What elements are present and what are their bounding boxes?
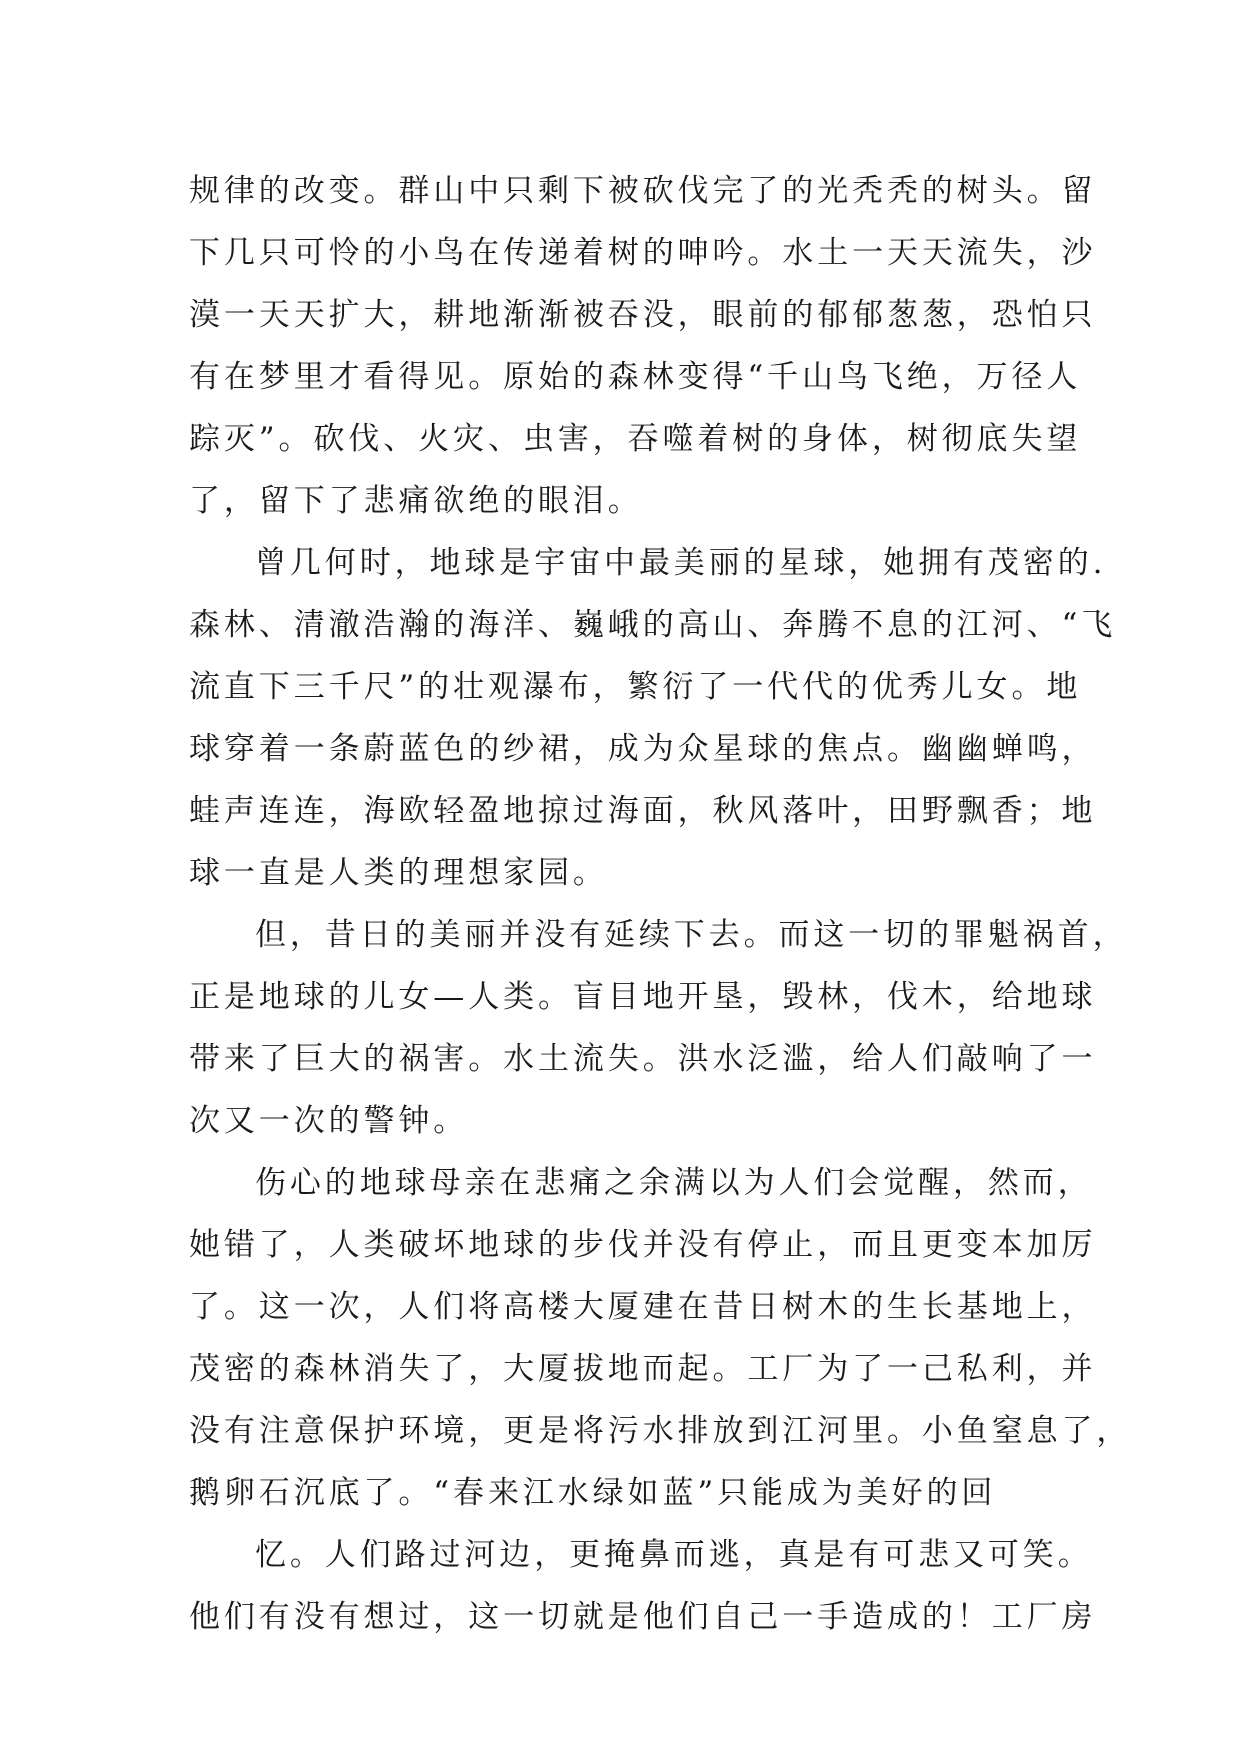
text-line: 了。这一次，人们将高楼大厦建在昔日树木的生长基地上，	[189, 1289, 1097, 1325]
paragraph-first-line: 忆。人们路过河边，更掩鼻而逃，真是有可悲又可笑。	[255, 1537, 1093, 1573]
text-line: 她错了，人类破坏地球的步伐并没有停止，而且更变本加厉	[189, 1227, 1097, 1263]
body-text	[189, 160, 1132, 1648]
paragraph-first-line: 曾几何时，地球是宇宙中最美丽的星球，她拥有茂密的.	[255, 545, 1107, 581]
text-line: 蛙声连连，海欧轻盈地掠过海面，秋风落叶，田野飘香；地	[189, 793, 1097, 829]
text-line: 茂密的森林消失了，大厦拔地而起。工厂为了一己私利，并	[189, 1351, 1097, 1387]
text-line: 他们有没有想过，这一切就是他们自己一手造成的！工厂房	[189, 1599, 1097, 1635]
text-line: 流直下三千尺”的壮观瀑布，繁衍了一代代的优秀儿女。地	[189, 669, 1082, 705]
text-line: 了，留下了悲痛欲绝的眼泪。	[189, 483, 643, 519]
paragraph-first-line: 伤心的地球母亲在悲痛之余满以为人们会觉醒，然而，	[255, 1165, 1093, 1201]
text-line: 带来了巨大的祸害。水土流失。洪水泛滥，给人们敲响了一	[189, 1041, 1097, 1077]
text-line: 没有注意保护环境，更是将污水排放到江河里。小鱼窒息了，	[189, 1413, 1132, 1449]
text-line: 规律的改变。群山中只剩下被砍伐完了的光秃秃的树头。留	[189, 173, 1097, 209]
text-line: 下几只可怜的小鸟在传递着树的呻吟。水土一天天流失，沙	[189, 235, 1097, 271]
text-line: 漠一天天扩大，耕地渐渐被吞没，眼前的郁郁葱葱，恐怕只	[189, 297, 1097, 333]
text-line: 有在梦里才看得见。原始的森林变得“千山鸟飞绝，万径人	[189, 359, 1082, 395]
text-line: 球一直是人类的理想家园。	[189, 855, 608, 891]
text-line: 次又一次的警钟。	[189, 1103, 469, 1139]
text-line: 鹅卵石沉底了。“春来江水绿如蓝”只能成为美好的回	[189, 1475, 997, 1511]
text-line: 球穿着一条蔚蓝色的纱裙，成为众星球的焦点。幽幽蝉鸣，	[189, 731, 1097, 767]
paragraph-first-line: 但，昔日的美丽并没有延续下去。而这一切的罪魁祸首，	[255, 917, 1128, 953]
text-line: 正是地球的儿女—人类。盲目地开垦，毁林，伐木，给地球	[189, 979, 1097, 1015]
text-line: 森林、清澈浩瀚的海洋、巍峨的高山、奔腾不息的江河、“飞	[189, 607, 1117, 643]
text-line: 踪灭”。砍伐、火灾、虫害，吞噬着树的身体，树彻底失望	[189, 421, 1082, 457]
